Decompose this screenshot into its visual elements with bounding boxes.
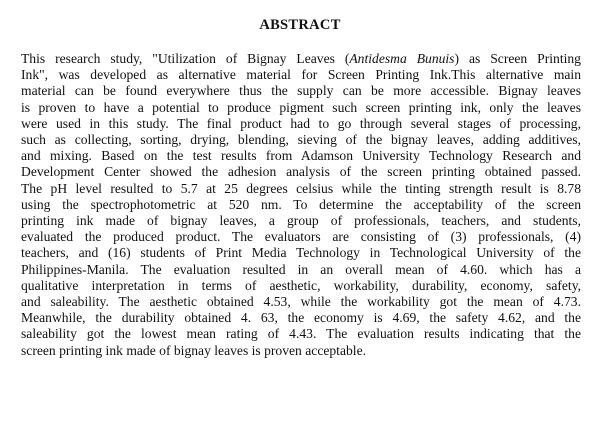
abstract-line: teachers, and (16) students of Print Media Technology in Technological University of the <box>21 245 581 261</box>
scientific-name: Antidesma Bunuis <box>349 51 455 66</box>
abstract-body <box>21 51 581 359</box>
abstract-line: This research study, "Utilization of Bignay Leaves (Antidesma Bunuis) as Screen Printing <box>21 51 581 66</box>
abstract-line: Development Center showed the adhesion analysis of the screen printing obtained passed. <box>21 164 581 180</box>
abstract-line: Philippines-Manila. The evaluation resulted in an overall mean of 4.60. which has a <box>21 261 581 277</box>
abstract-title: ABSTRACT <box>259 17 341 33</box>
abstract-line: and saleability. The aesthetic obtained 4.53, while the workability got the mean of 4.73. <box>21 294 581 310</box>
abstract-line: and mixing. Based on the test results from Adamson University Technology Research and <box>21 148 581 164</box>
abstract-line: evaluated the produced product. The evaluators are consisting of (3) professionals, (4) <box>21 229 581 245</box>
abstract-line: The pH level resulted to 5.7 at 25 degrees celsius while the tinting strength result is 8.78 <box>21 180 581 196</box>
abstract-line: is proven to have a potential to produce pigment such screen printing ink, only the leaves <box>21 99 581 115</box>
abstract-line: using the spectrophotometric at 520 nm. To determine the acceptability of the screen <box>21 196 581 212</box>
abstract-line: Meanwhile, the durability obtained 4. 63, the economy is 4.69, the safety 4.62, and the <box>21 310 581 326</box>
abstract-line: such as collecting, sorting, drying, blending, sieving of the bignay leaves, adding additives, <box>21 132 581 148</box>
abstract-line: Ink", was developed as alternative material for Screen Printing Ink.This alternative main <box>21 67 581 83</box>
abstract-line: saleability got the lowest mean rating of 4.43. The evaluation results indicating that the <box>21 326 581 342</box>
abstract-line: screen printing ink made of bignay leaves is proven acceptable. <box>21 342 367 358</box>
abstract-line: material can be found everywhere thus the supply can be more accessible. Bignay leaves <box>21 83 581 99</box>
abstract-line: qualitative interpretation in terms of aesthetic, workability, durability, economy, safety, <box>21 277 581 293</box>
abstract-line: printing ink made of bignay leaves, a group of professionals, teachers, and students, <box>21 213 581 229</box>
abstract-line: were used in this study. The final product had to go through several stages of processing, <box>21 115 581 131</box>
